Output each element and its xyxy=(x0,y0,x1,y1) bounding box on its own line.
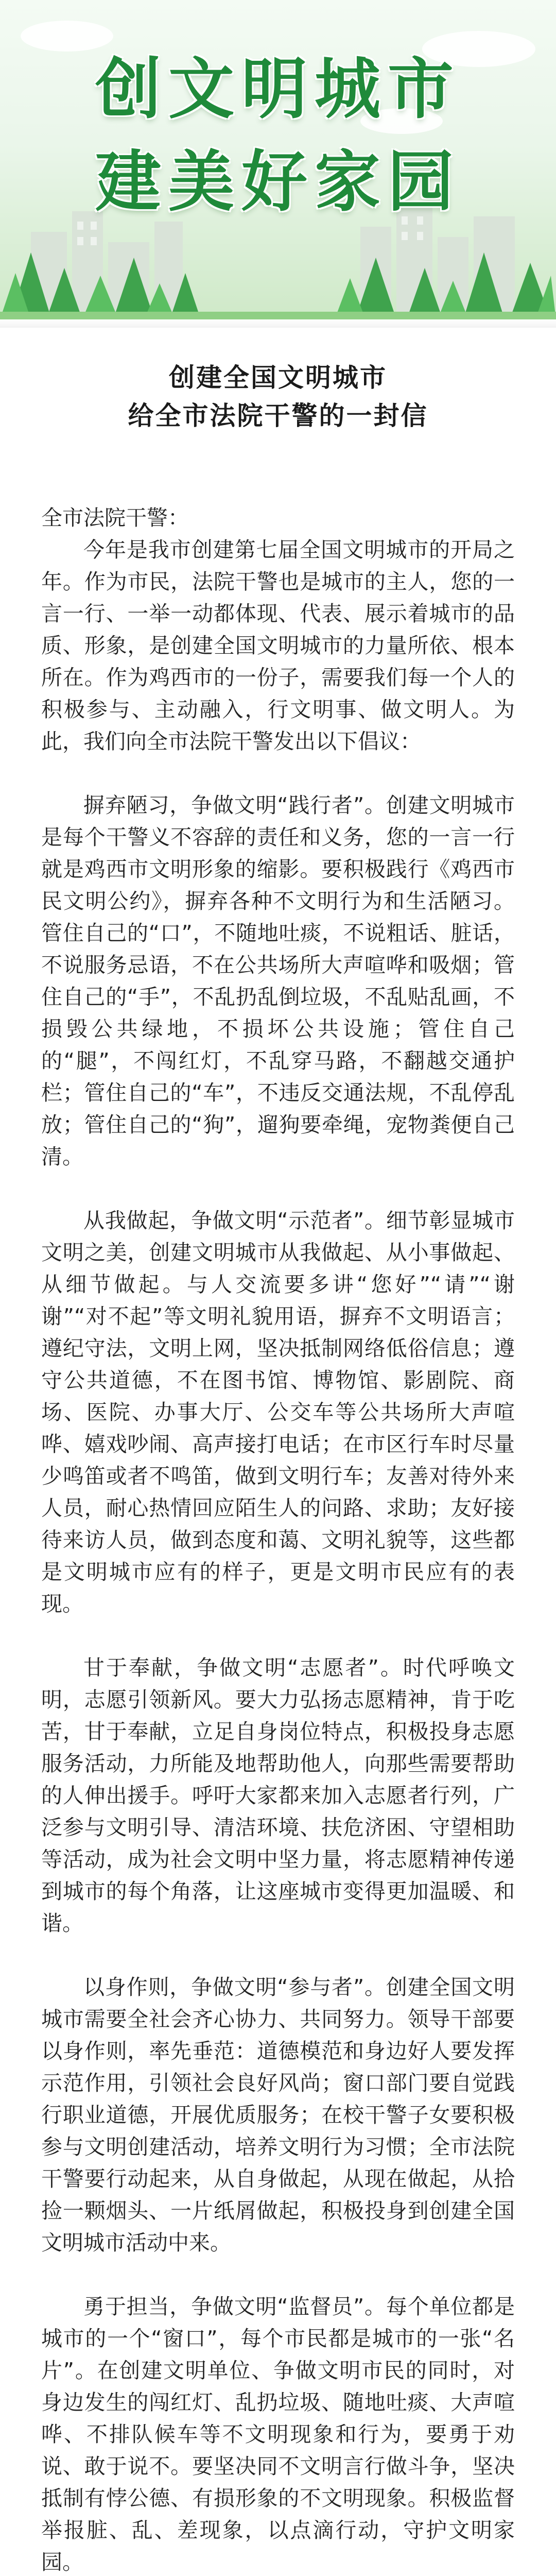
letter-heading-line2: 给全市法院干警的一封信 xyxy=(128,401,428,431)
letter-heading-line1: 创建全国文明城市 xyxy=(169,363,387,393)
banner-title-line2: 建美好家园 xyxy=(95,144,461,221)
letter-paragraph: 勇于担当，争做文明“监督员”。每个单位都是城市的一个“窗口”，每个市民都是城市的一张“名片”。在创建文明单位、争做文明市民的同时，对身边发生的闯红灯、乱扔垃圾、随地吐痰、大声喧哗、不排队候车等不文明现象和行为，要勇于劝说、敢于说不。要坚决同不文明言行做斗争，坚决抵制有悖公德、有损形象的不文明现象。积极监督举报脏、乱、差现象，以点滴行动，守护文明家园。 xyxy=(41,2294,515,2574)
banner-title-line1: 创文明城市 xyxy=(95,51,461,128)
letter-paragraph: 以身作则，争做文明“参与者”。创建全国文明城市需要全社会齐心协力、共同努力。领导干部要以身作则，率先垂范：道德模范和身边好人要发挥示范作用，引领社会良好风尚；窗口部门要自觉践行职业道德，开展优质服务；在校干警子女要积极参与文明创建活动，培养文明行为习惯；全市法院干警要行动起来，从自身做起，从现在做起，从拾捡一颗烟头、一片纸屑做起，积极投身到创建全国文明城市活动中来。 xyxy=(41,1975,515,2255)
letter-paragraph: 从我做起，争做文明“示范者”。细节彰显城市文明之美，创建文明城市从我做起、从小事做起、从细节做起。与人交流要多讲“您好”“请”“谢谢”“对不起”等文明礼貌用语，摒弃不文明语言；遵纪守法，文明上网，坚决抵制网络低俗信息；遵守公共道德，不在图书馆、博物馆、影剧院、商场、医院、办事大厅、公交车等公共场所大声喧哗、嬉戏吵闹、高声接打电话；在市区行车时尽量少鸣笛或者不鸣笛，做到文明行车；友善对待外来人员，耐心热情回应陌生人的问路、求助；友好接待来访人员，做到态度和蔼、文明礼貌等，这些都是文明城市应有的样子，更是文明市民应有的表现。 xyxy=(41,1208,515,1616)
header-banner xyxy=(0,0,556,319)
banner-divider xyxy=(0,319,556,328)
letter-paragraph: 今年是我市创建第七届全国文明城市的开局之年。作为市民，法院干警也是城市的主人，您的一言一行、一举一动都体现、代表、展示着城市的品质、形象，是创建全国文明城市的力量所依、根本所在。作为鸡西市的一份子，需要我们每一个人的积极参与、主动融入，行文明事、做文明人。为此，我们向全市法院干警发出以下倡议： xyxy=(41,537,515,754)
letter-heading xyxy=(0,359,556,435)
letter-paragraph: 摒弃陋习，争做文明“践行者”。创建文明城市是每个干警义不容辞的责任和义务，您的一言一行就是鸡西市文明形象的缩影。要积极践行《鸡西市民文明公约》，摒弃各种不文明行为和生活陋习。管住自己的“口”，不随地吐痰，不说粗话、脏话，不说服务忌语，不在公共场所大声喧哗和吸烟；管住自己的“手”，不乱扔乱倒垃圾，不乱贴乱画，不损毁公共绿地，不损坏公共设施；管住自己的“腿”，不闯红灯，不乱穿马路，不翻越交通护栏；管住自己的“车”，不违反交通法规，不乱停乱放；管住自己的“狗”，遛狗要牵绳，宠物粪便自己清。 xyxy=(41,793,515,1169)
letter-body xyxy=(0,502,556,2576)
letter-paragraph: 甘于奉献，争做文明“志愿者”。时代呼唤文明，志愿引领新风。要大力弘扬志愿精神，肯于吃苦，甘于奉献，立足自身岗位特点，积极投身志愿服务活动，力所能及地帮助他人，向那些需要帮助的人伸出援手。呼吁大家都来加入志愿者行列，广泛参与文明引导、清洁环境、扶危济困、守望相助等活动，成为社会文明中坚力量，将志愿精神传递到城市的每个角落，让这座城市变得更加温暖、和谐。 xyxy=(41,1655,515,1936)
letter-salutation: 全市法院干警： xyxy=(41,505,189,530)
